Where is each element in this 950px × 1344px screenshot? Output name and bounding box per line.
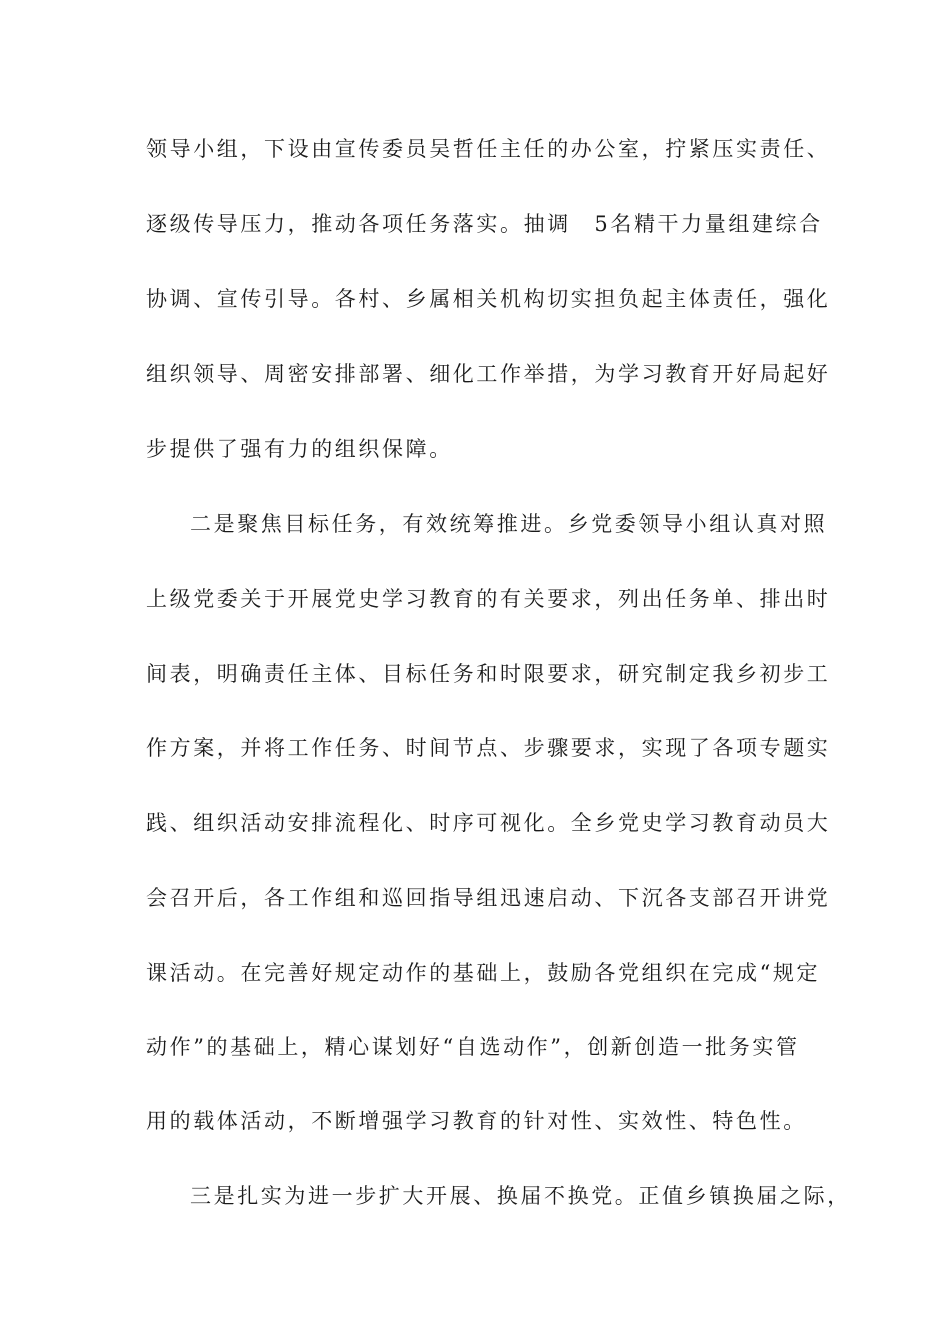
paragraph-first-line: 三是扎实为进一步扩大开展、换届不换党。正值乡镇换届之际， xyxy=(190,1184,851,1208)
paragraph-line: 领导小组，下设由宣传委员吴哲任主任的办公室，拧紧压实责任、 xyxy=(146,137,831,161)
paragraph-line: 协调、宣传引导。各村、乡属相关机构切实担负起主体责任，强化 xyxy=(146,287,831,311)
paragraph-line: 动作”的基础上，精心谋划好“自选动作”，创新创造一批务实管 xyxy=(146,1035,800,1059)
paragraph-line: 践、组织活动安排流程化、时序可视化。全乡党史学习教育动员大 xyxy=(146,811,831,835)
paragraph-first-line: 二是聚焦目标任务，有效统筹推进。乡党委领导小组认真对照 xyxy=(190,512,828,536)
paragraph-line: 会召开后，各工作组和巡回指导组迅速启动、下沉各支部召开讲党 xyxy=(146,886,831,910)
paragraph-line: 用的载体活动，不断增强学习教育的针对性、实效性、特色性。 xyxy=(146,1109,807,1133)
paragraph-line: 作方案，并将工作任务、时间节点、步骤要求，实现了各项专题实 xyxy=(146,736,831,760)
paragraph-line: 组织领导、周密安排部署、细化工作举措，为学习教育开好局起好 xyxy=(146,362,831,386)
paragraph-line: 逐级传导压力，推动各项任务落实。抽调 5名精干力量组建综合 xyxy=(146,212,823,236)
paragraph-line: 步提供了强有力的组织保障。 xyxy=(146,437,453,461)
paragraph-line: 上级党委关于开展党史学习教育的有关要求，列出任务单、排出时 xyxy=(146,587,831,611)
paragraph-line: 课活动。在完善好规定动作的基础上，鼓励各党组织在完成“规定 xyxy=(146,961,821,985)
paragraph-line: 间表，明确责任主体、目标任务和时限要求，研究制定我乡初步工 xyxy=(146,662,831,686)
